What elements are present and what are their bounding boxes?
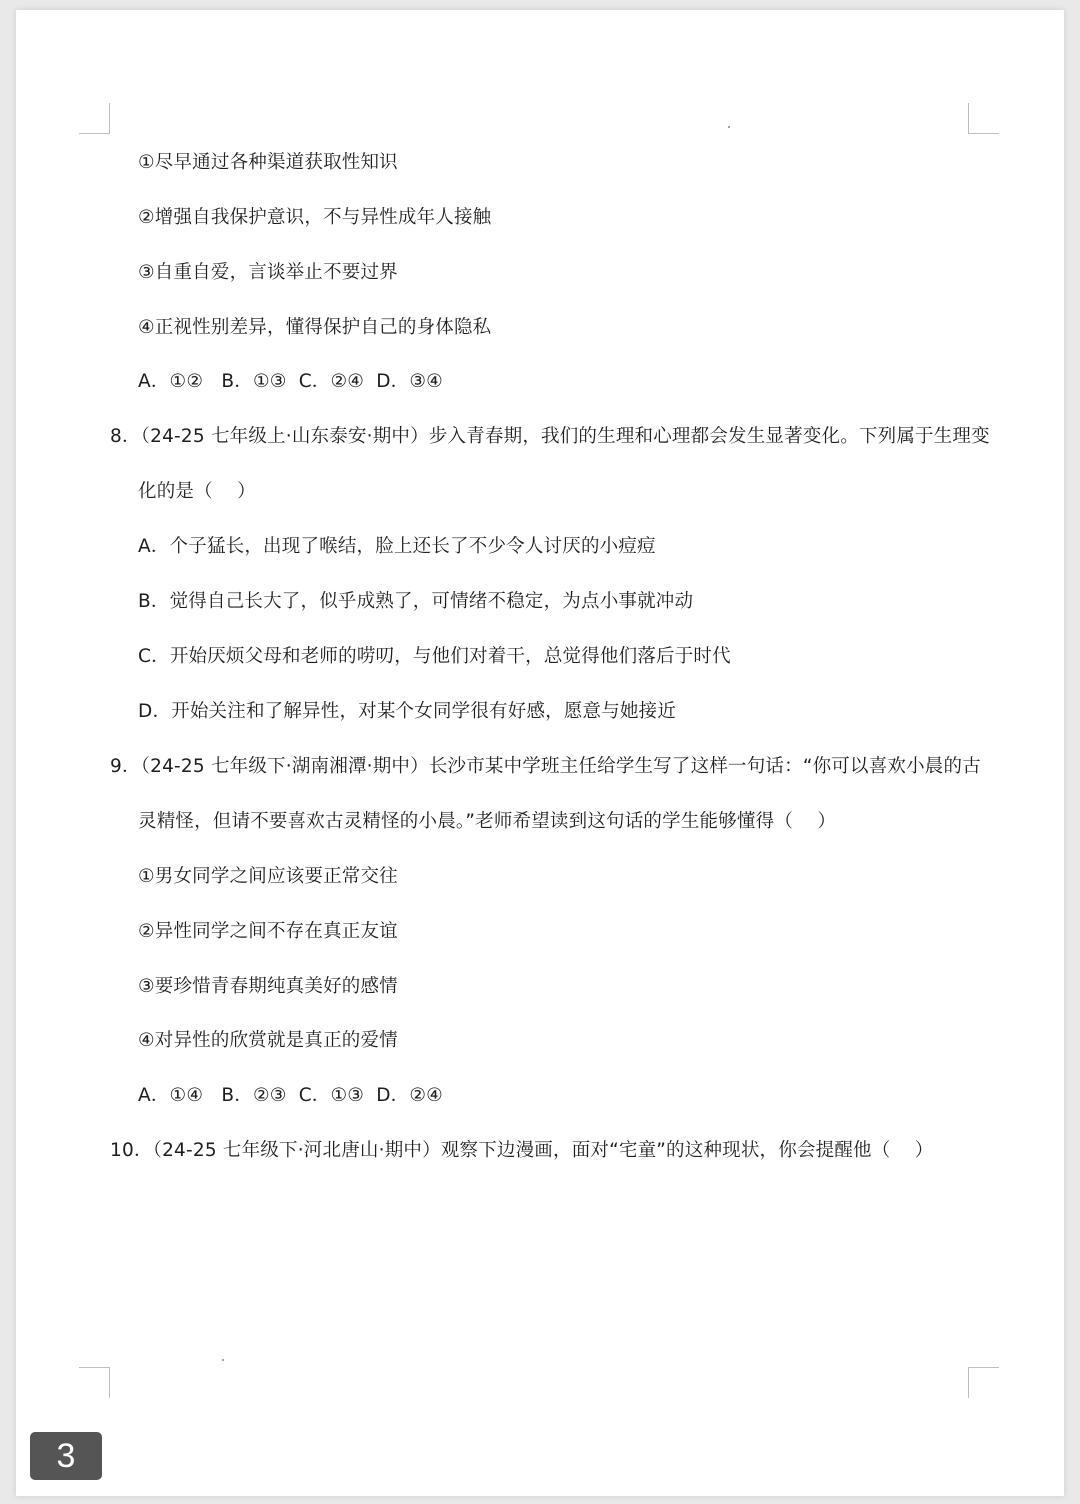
print-speck xyxy=(222,1359,224,1361)
q9-stem-continued: 灵精怪，但请不要喜欢古灵精怪的小晨。”老师希望读到这句话的学生能够懂得（ ） xyxy=(138,811,837,832)
q7-option-statement-4: ④正视性别差异，懂得保护自己的身体隐私 xyxy=(138,317,492,338)
q7-answer-choices: A．①② B．①③ C．②④ D．③④ xyxy=(138,371,443,392)
q8-choice-a: A．个子猛长，出现了喉结，脸上还长了不少令人讨厌的小痘痘 xyxy=(138,536,656,557)
crop-mark-top-right xyxy=(968,103,999,134)
document-page xyxy=(16,10,1064,1496)
q8-stem: 8．（24-25 七年级上·山东泰安·期中）步入青春期，我们的生理和心理都会发生显著变化。下列属于生理变 xyxy=(110,426,990,447)
q9-option-statement-1: ①男女同学之间应该要正常交往 xyxy=(138,866,398,887)
q7-option-statement-1: ①尽早通过各种渠道获取性知识 xyxy=(138,152,398,173)
q9-option-statement-4: ④对异性的欣赏就是真正的爱情 xyxy=(138,1030,398,1051)
q9-stem: 9．（24-25 七年级下·湖南湘潭·期中）长沙市某中学班主任给学生写了这样一句话：“你可以喜欢小晨的古 xyxy=(110,756,981,777)
q8-choice-b: B．觉得自己长大了，似乎成熟了，可情绪不稳定，为点小事就冲动 xyxy=(138,591,694,612)
q9-option-statement-2: ②异性同学之间不存在真正友谊 xyxy=(138,921,398,942)
print-speck xyxy=(728,126,730,128)
q9-answer-choices: A．①④ B．②③ C．①③ D．②④ xyxy=(138,1085,443,1106)
q8-choice-d: D．开始关注和了解异性，对某个女同学很有好感，愿意与她接近 xyxy=(138,701,677,722)
q8-stem-continued: 化的是（ ） xyxy=(138,481,256,502)
q10-stem: 10．（24-25 七年级下·河北唐山·期中）观察下边漫画，面对“宅童”的这种现状，你会提醒他（ ） xyxy=(110,1140,934,1161)
crop-mark-top-left xyxy=(79,103,110,134)
q8-choice-c: C．开始厌烦父母和老师的唠叨，与他们对着干，总觉得他们落后于时代 xyxy=(138,646,731,667)
page-number-badge[interactable]: 3 xyxy=(30,1432,102,1480)
q7-option-statement-3: ③自重自爱，言谈举止不要过界 xyxy=(138,262,398,283)
q9-option-statement-3: ③要珍惜青春期纯真美好的感情 xyxy=(138,976,398,997)
crop-mark-bottom-left xyxy=(79,1367,110,1398)
crop-mark-bottom-right xyxy=(968,1367,999,1398)
q7-option-statement-2: ②增强自我保护意识，不与异性成年人接触 xyxy=(138,207,492,228)
